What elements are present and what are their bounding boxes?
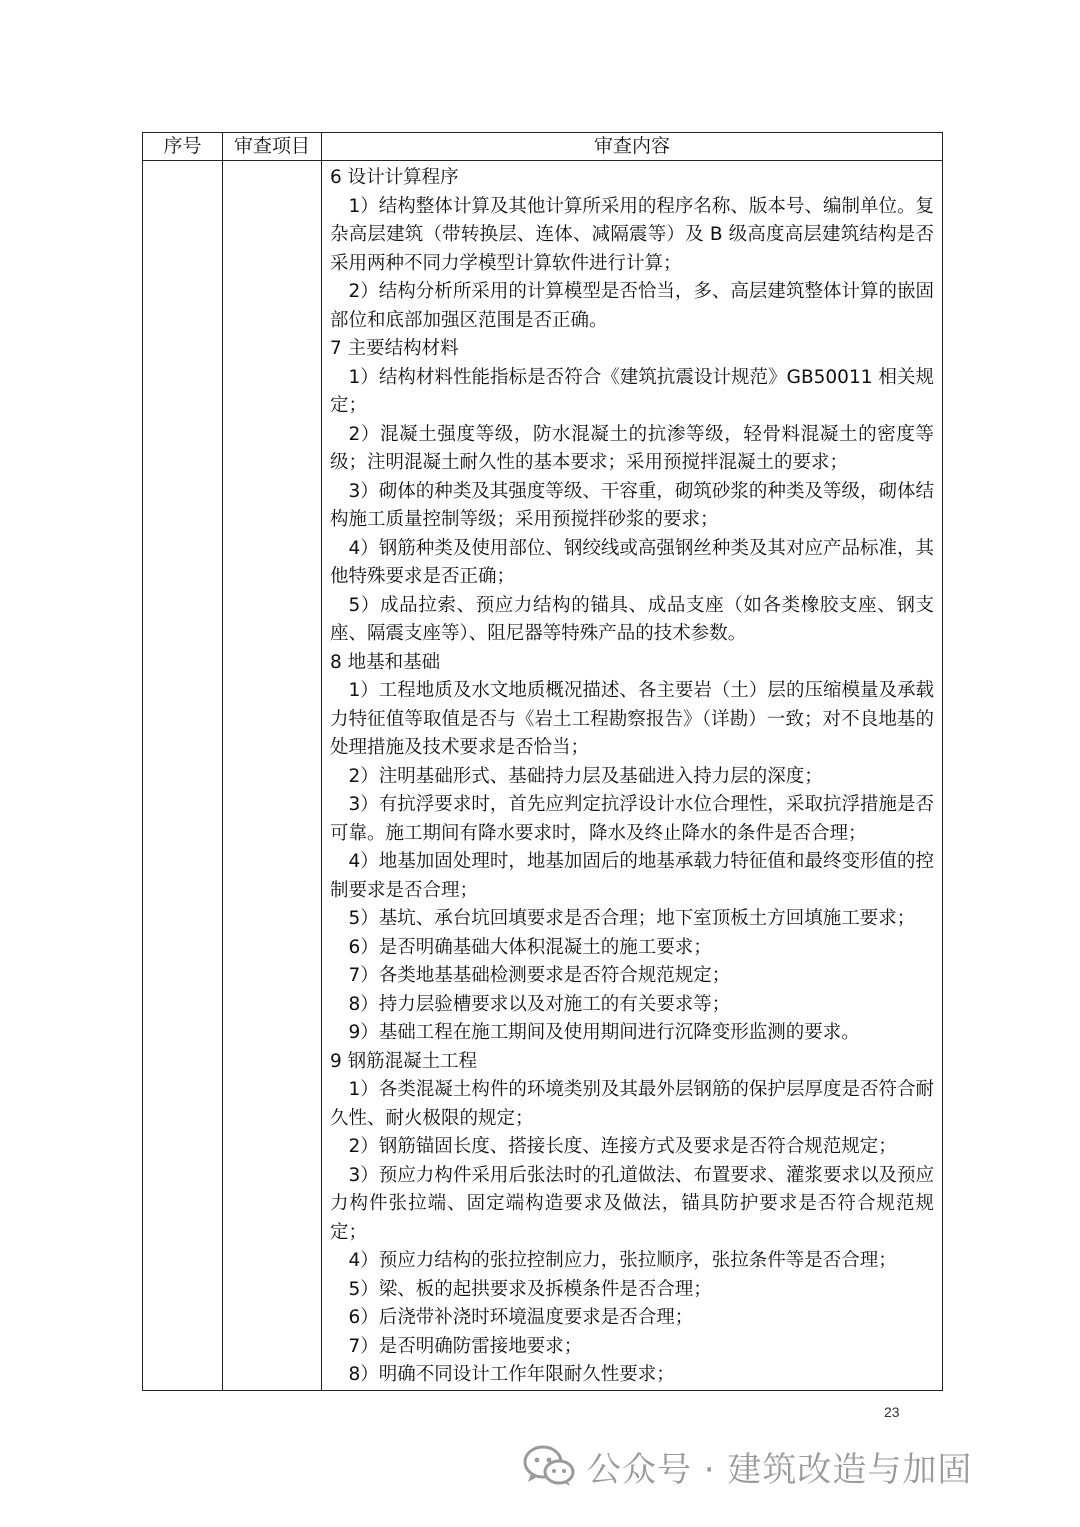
- seq-cell: [143, 161, 223, 1391]
- table-row: [143, 161, 943, 1391]
- section-heading: 8 地基和基础: [330, 651, 441, 673]
- section-heading: 9 钢筋混凝土工程: [330, 1050, 478, 1072]
- list-item: 3）砌体的种类及其强度等级、干容重，砌筑砂浆的种类及等级，砌体结构施工质量控制等级；采用预搅拌砂浆的要求；: [330, 480, 934, 530]
- list-item: 3）有抗浮要求时，首先应判定抗浮设计水位合理性，采取抗浮措施是否可靠。施工期间有降水要求时，降水及终止降水的条件是否合理；: [330, 794, 934, 844]
- list-item: 2）注明基础形式、基础持力层及基础进入持力层的深度；: [348, 765, 823, 787]
- list-item: 2）混凝土强度等级，防水混凝土的抗渗等级，轻骨料混凝土的密度等级；注明混凝土耐久性的基本要求；采用预搅拌混凝土的要求；: [330, 423, 934, 473]
- header-review-item: 审查项目: [223, 133, 322, 161]
- watermark-text: 公众号 · 建筑改造与加固: [587, 1449, 973, 1490]
- list-item: 8）持力层验槽要求以及对施工的有关要求等；: [348, 993, 731, 1015]
- review-content-cell: [322, 161, 943, 1391]
- section-heading: 6 设计计算程序: [330, 167, 459, 188]
- watermark: [521, 1442, 972, 1490]
- table-header-row: [143, 133, 943, 161]
- list-item: 6）是否明确基础大体积混凝土的施工要求；: [348, 936, 712, 958]
- list-item: 1）各类混凝土构件的环境类别及其最外层钢筋的保护层厚度是否符合耐久性、耐火极限的规定；: [330, 1079, 934, 1129]
- list-item: 4）钢筋种类及使用部位、钢绞线或高强钢丝种类及其对应产品标准，其他特殊要求是否正确；: [330, 537, 934, 587]
- list-item: 1）结构材料性能指标是否符合《建筑抗震设计规范》GB50011 相关规定；: [330, 366, 934, 416]
- wechat-icon: [521, 1444, 577, 1488]
- header-review-content: 审查内容: [322, 133, 943, 161]
- list-item: 5）基坑、承台坑回填要求是否合理；地下室顶板土方回填施工要求；: [348, 908, 916, 929]
- section-heading: 7 主要结构材料: [330, 338, 459, 359]
- list-item: 7）是否明确防雷接地要求；: [348, 1335, 583, 1357]
- list-item: 1）工程地质及水文地质概况描述、各主要岩（土）层的压缩模量及承载力特征值等取值是否与《岩土工程勘察报告》（详勘）一致；对不良地基的处理措施及技术要求是否恰当；: [330, 680, 934, 758]
- list-item: 9）基础工程在施工期间及使用期间进行沉降变形监测的要求。: [348, 1022, 860, 1043]
- list-item: 4）预应力结构的张拉控制应力，张拉顺序，张拉条件等是否合理；: [348, 1250, 897, 1271]
- review-content: [322, 161, 942, 1390]
- list-item: 1）结构整体计算及其他计算所采用的程序名称、版本号、编制单位。复杂高层建筑（带转换层、连体、减隔震等）及 B 级高度高层建筑结构是否采用两种不同力学模型计算软件进行计算；: [330, 195, 934, 274]
- list-item: 5）梁、板的起拱要求及拆模条件是否合理；: [348, 1278, 712, 1300]
- review-item-cell: [223, 161, 322, 1391]
- list-item: 8）明确不同设计工作年限耐久性要求；: [348, 1364, 675, 1385]
- list-item: 2）钢筋锚固长度、搭接长度、连接方式及要求是否符合规范规定；: [348, 1136, 897, 1157]
- list-item: 2）结构分析所采用的计算模型是否恰当，多、高层建筑整体计算的嵌固部位和底部加强区范围是否正确。: [330, 281, 934, 331]
- list-item: 5）成品拉索、预应力结构的锚具、成品支座（如各类橡胶支座、钢支座、隔震支座等）、阻尼器等特殊产品的技术参数。: [330, 594, 934, 644]
- page-number: 23: [884, 1404, 900, 1420]
- list-item: 7）各类地基基础检测要求是否符合规范规定；: [348, 965, 731, 986]
- list-item: 4）地基加固处理时，地基加固后的地基承载力特征值和最终变形值的控制要求是否合理；: [330, 851, 934, 901]
- list-item: 6）后浇带补浇时环境温度要求是否合理；: [348, 1307, 694, 1328]
- review-table: [142, 132, 943, 1391]
- header-seq: 序号: [143, 133, 223, 161]
- list-item: 3）预应力构件采用后张法时的孔道做法、布置要求、灌浆要求以及预应力构件张拉端、固定端构造要求及做法，锚具防护要求是否符合规范规定；: [330, 1164, 934, 1243]
